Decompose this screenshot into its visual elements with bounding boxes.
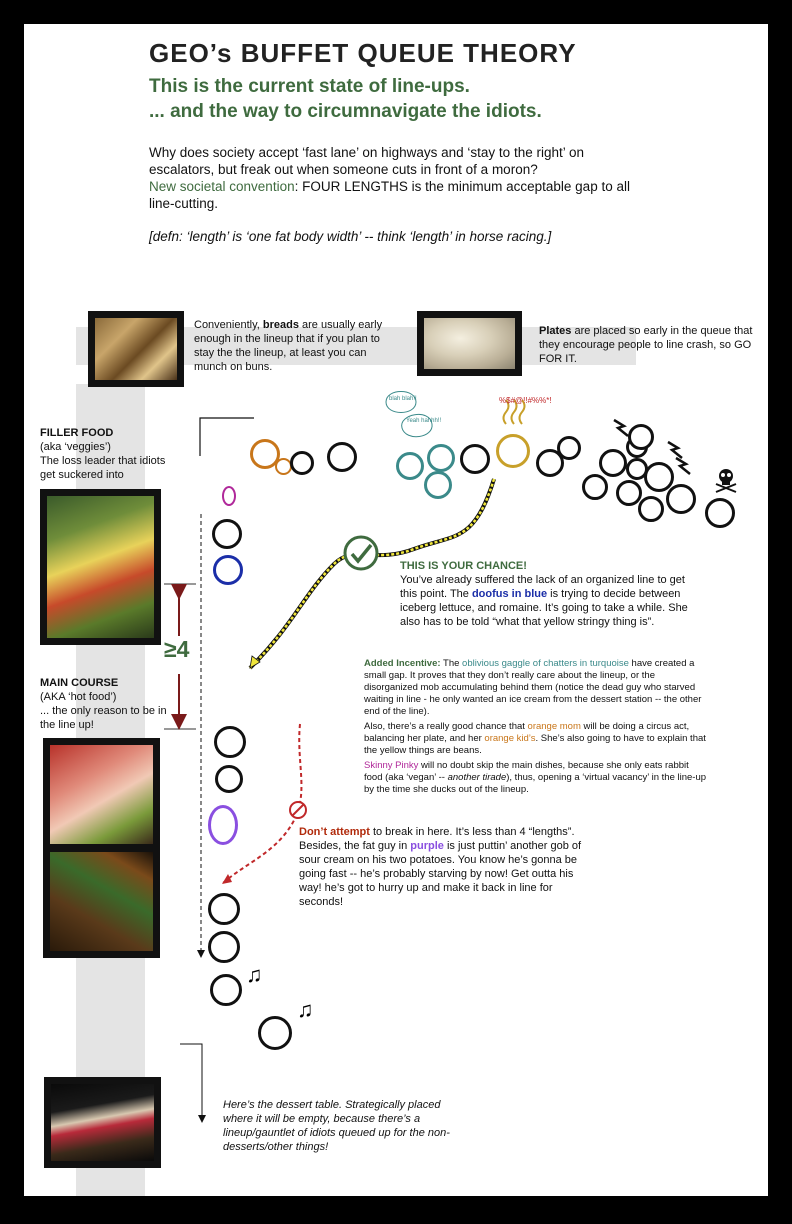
filler-food-desc: The loss leader that idiots get suckered into	[40, 455, 166, 481]
mob-face-1	[599, 449, 627, 477]
angry-face	[496, 434, 530, 468]
turquoise-chatter-3	[424, 471, 452, 499]
main-course-title: MAIN COURSE	[40, 677, 119, 689]
turquoise-chatter-1	[396, 452, 424, 480]
dont-attempt-p2: is just puttin’ another gob of sour cream on his two potatoes. You know he’s gonna be going fast -- he’s probably starving by now! Get outta his way! he’s got to hurry up and make it back in line for seconds!	[299, 840, 582, 908]
main-course-desc: ... the only reason to be in the line up!	[40, 705, 167, 731]
mob-face-9	[666, 484, 696, 514]
queue-start-line	[200, 418, 254, 456]
convention-text: : FOUR LENGTHS is the minimum acceptable gap to all line-cutting.	[149, 179, 630, 211]
curse-text: %$#@!!#%%*!	[499, 396, 552, 405]
speech-bubble-1	[386, 392, 416, 413]
mob-face-7	[616, 480, 642, 506]
breads-text-post: are usually early enough in the lineup that if you plan to stay the the lineup, at least you can munch on buns.	[194, 319, 383, 373]
speech-bubble-1-text: blah blah!!	[389, 396, 417, 402]
breads-text-pre: Conveniently,	[194, 319, 263, 331]
face-happy-2	[208, 893, 240, 925]
lightning-bolt-3	[676, 458, 690, 474]
speech-bubble-2-text: Yeah hahhh!!	[406, 418, 442, 424]
doofus-face	[213, 555, 243, 585]
red-path-arrowhead	[222, 874, 232, 884]
plates-text-post: are placed so early in the queue that they encourage people to line crash, so GO FOR IT.	[539, 325, 753, 365]
music-note-icon: ♫	[246, 962, 263, 987]
incentive-p3b: ), thus, opening a ‘virtual vacancy’ in the line-up by the time she ducks out of the lineup.	[364, 772, 707, 795]
lightning-bolt-1	[614, 420, 628, 436]
turquoise-label: oblivious gaggle of chatters in turquoise	[462, 658, 629, 669]
pinky-label: Skinny Pinky	[364, 760, 419, 771]
page-title: GEO’s BUFFET QUEUE THEORY	[149, 38, 577, 68]
length-definition: [defn: ‘length’ is ‘one fat body width’ -- think ‘length’ in horse racing.]	[149, 229, 552, 244]
incentive-p2c: . She’s also going to have to explain that the yellow things are beans.	[364, 733, 706, 756]
pinky-face	[222, 486, 236, 506]
incentive-label: Added Incentive:	[364, 658, 441, 669]
plates-text-bold: Plates	[539, 325, 572, 337]
dont-attempt-label: Don’t attempt	[299, 826, 370, 838]
intro-question: Why does society accept ‘fast lane’ on highways and ‘stay to the right’ on escalators, but freak out when someone cuts in front of a moron?	[149, 145, 584, 177]
face-sad-3	[557, 436, 581, 460]
mob-face-4	[628, 424, 654, 450]
face-neutral-2	[327, 442, 357, 472]
your-chance-text	[400, 559, 700, 629]
face-happy-3	[208, 931, 240, 963]
purple-guy-face	[208, 805, 238, 845]
breads-text-bold: breads	[262, 319, 299, 331]
incentive-p2b: will be doing a circus act, balancing her plate, and her	[364, 721, 690, 744]
filler-food-title: FILLER FOOD	[40, 427, 114, 439]
doofus-label: doofus in blue	[471, 588, 548, 600]
queue-to-dessert-line	[180, 1044, 202, 1119]
dont-attempt-p1: to break in here. It’s less than 4 “lengths”. Besides, the fat guy in	[299, 826, 575, 852]
dessert-text-content: Here’s the dessert table. Strategically placed where it will be empty, because there’s a lineup/gauntlet of idiots queued up for the non-desserts/other things!	[223, 1099, 450, 1153]
infographic-page	[24, 24, 768, 1196]
face-happy-1	[214, 726, 246, 758]
dont-attempt-text	[299, 825, 594, 909]
orange-mom-label: orange mom	[527, 721, 581, 732]
face-sad-queue	[212, 519, 242, 549]
mob-face-8	[638, 496, 664, 522]
tirade-label: another tirade	[447, 772, 507, 783]
music-note-icon: ♫	[297, 997, 314, 1022]
skull-icon	[716, 469, 736, 492]
singing-face-1	[210, 974, 242, 1006]
subtitle-line-2: ... and the way to circumnavigate the idiots.	[149, 101, 542, 122]
incentive-p1a: The	[440, 658, 463, 669]
gap-length-label: ≥4	[164, 636, 190, 662]
face-neutral-1	[290, 451, 314, 475]
mob-face-6	[582, 474, 608, 500]
face-sad-1	[460, 444, 490, 474]
face-neutral-queue	[215, 765, 243, 793]
singing-face-2	[258, 1016, 292, 1050]
your-chance-p1: You’ve already suffered the lack of an organized line to get this point. The	[400, 574, 685, 600]
your-chance-p2: is trying to decide between iceberg lettuce, and romaine. It’s going to take a while. She also has to be told “what that yellow stringy thing is”.	[400, 588, 688, 628]
purple-label: purple	[410, 840, 444, 852]
check-circle	[345, 537, 377, 569]
main-course-aka: (AKA ‘hot food’)	[40, 691, 117, 703]
incentive-p2a: Also, there’s a really good chance that	[364, 721, 528, 732]
lightning-bolt-2	[668, 442, 682, 458]
added-incentive-text	[364, 658, 709, 796]
turquoise-chatter-2	[427, 444, 455, 472]
incentive-p1b: have created a small gap. It proves that they don’t really care about the lineup, or the disorganized mob accumulating behind them (notice the dead guy who starved waiting in line - he only wanted an ice cream from the dessert station -- the other end of the line).	[364, 658, 702, 717]
orange-kid-label: orange kid’s	[484, 733, 536, 744]
dead-guy-face	[705, 498, 735, 528]
incentive-p3a: will no doubt skip the main dishes, because she only eats rabbit food (aka ‘vegan’ --	[364, 760, 689, 783]
subtitle-line-1: This is the current state of line-ups.	[149, 76, 470, 97]
your-chance-title: THIS IS YOUR CHANCE!	[400, 560, 527, 572]
filler-food-aka: (aka ‘veggies’)	[40, 441, 111, 453]
convention-label: New societal convention	[149, 179, 295, 194]
